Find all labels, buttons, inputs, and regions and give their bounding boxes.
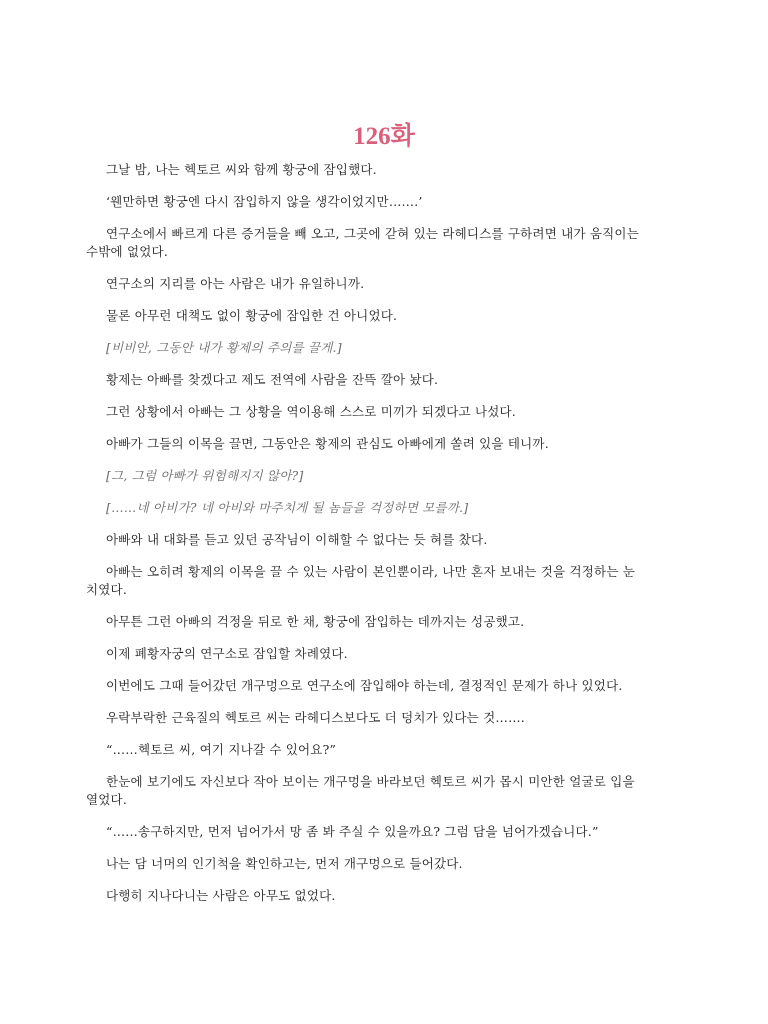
paragraph: 나는 담 너머의 인기척을 확인하고는, 먼저 개구멍으로 들어갔다. <box>106 856 463 871</box>
paragraph: ‘웬만하면 황궁엔 다시 잠입하지 않을 생각이었지만…….’ <box>106 194 423 209</box>
paragraph: 물론 아무런 대책도 없이 황궁에 잠입한 건 아니었다. <box>106 308 398 323</box>
system-message: [……네 아비가? 네 아비와 마주치게 될 놈들을 걱정하면 모를까.] <box>106 500 469 515</box>
dialogue-line: “……헥토르 씨, 여기 지나갈 수 있어요?” <box>106 742 337 757</box>
paragraph: 그날 밤, 나는 헥토르 씨와 함께 황궁에 잠입했다. <box>106 162 377 177</box>
paragraph: 아빠와 내 대화를 듣고 있던 공작님이 이해할 수 없다는 듯 혀를 찼다. <box>106 532 488 547</box>
paragraph: 우락부락한 근육질의 헥토르 씨는 라헤디스보다도 더 덩치가 있다는 것……. <box>106 710 525 725</box>
system-message: [그, 그럼 아빠가 위험해지지 않아?] <box>106 468 304 483</box>
system-message: [비비안, 그동안 내가 황제의 주의를 끌게.] <box>106 340 342 355</box>
paragraph: 연구소에서 빠르게 다른 증거들을 빼 오고, 그곳에 갇혀 있는 라헤디스를 구하려면 내가 움직이는 수밖에 없었다. <box>86 226 639 259</box>
paragraph: 아빠는 오히려 황제의 이목을 끌 수 있는 사람이 본인뿐이라, 나만 혼자 보내는 것을 걱정하는 눈치였다. <box>86 564 636 597</box>
paragraph: 아빠가 그들의 이목을 끌면, 그동안은 황제의 관심도 아빠에게 쏠려 있을 테니까. <box>106 436 549 451</box>
paragraph: 연구소의 지리를 아는 사람은 내가 유일하니까. <box>106 276 365 291</box>
paragraph: 이제 폐황자궁의 연구소로 잠입할 차례였다. <box>106 646 348 661</box>
dialogue-line: “……송구하지만, 먼저 넘어가서 망 좀 봐 주실 수 있을까요? 그럼 담을 넘어가겠습니다.” <box>106 824 599 839</box>
paragraph: 이번에도 그때 들어갔던 개구멍으로 연구소에 잠입해야 하는데, 결정적인 문제가 하나 있었다. <box>106 678 623 693</box>
chapter-title: 126화 <box>353 123 415 150</box>
paragraph: 황제는 아빠를 찾겠다고 제도 전역에 사람을 잔뜩 깔아 놨다. <box>106 372 439 387</box>
paragraph: 아무튼 그런 아빠의 걱정을 뒤로 한 채, 황궁에 잠입하는 데까지는 성공했고. <box>106 614 525 629</box>
paragraph: 그런 상황에서 아빠는 그 상황을 역이용해 스스로 미끼가 되겠다고 나섰다. <box>106 404 516 419</box>
chapter-body <box>86 161 646 919</box>
paragraph: 다행히 지나다니는 사람은 아무도 없었다. <box>106 888 336 903</box>
paragraph: 한눈에 보기에도 자신보다 작아 보이는 개구멍을 바라보던 헥토르 씨가 몹시 미안한 얼굴로 입을 열었다. <box>86 774 635 807</box>
